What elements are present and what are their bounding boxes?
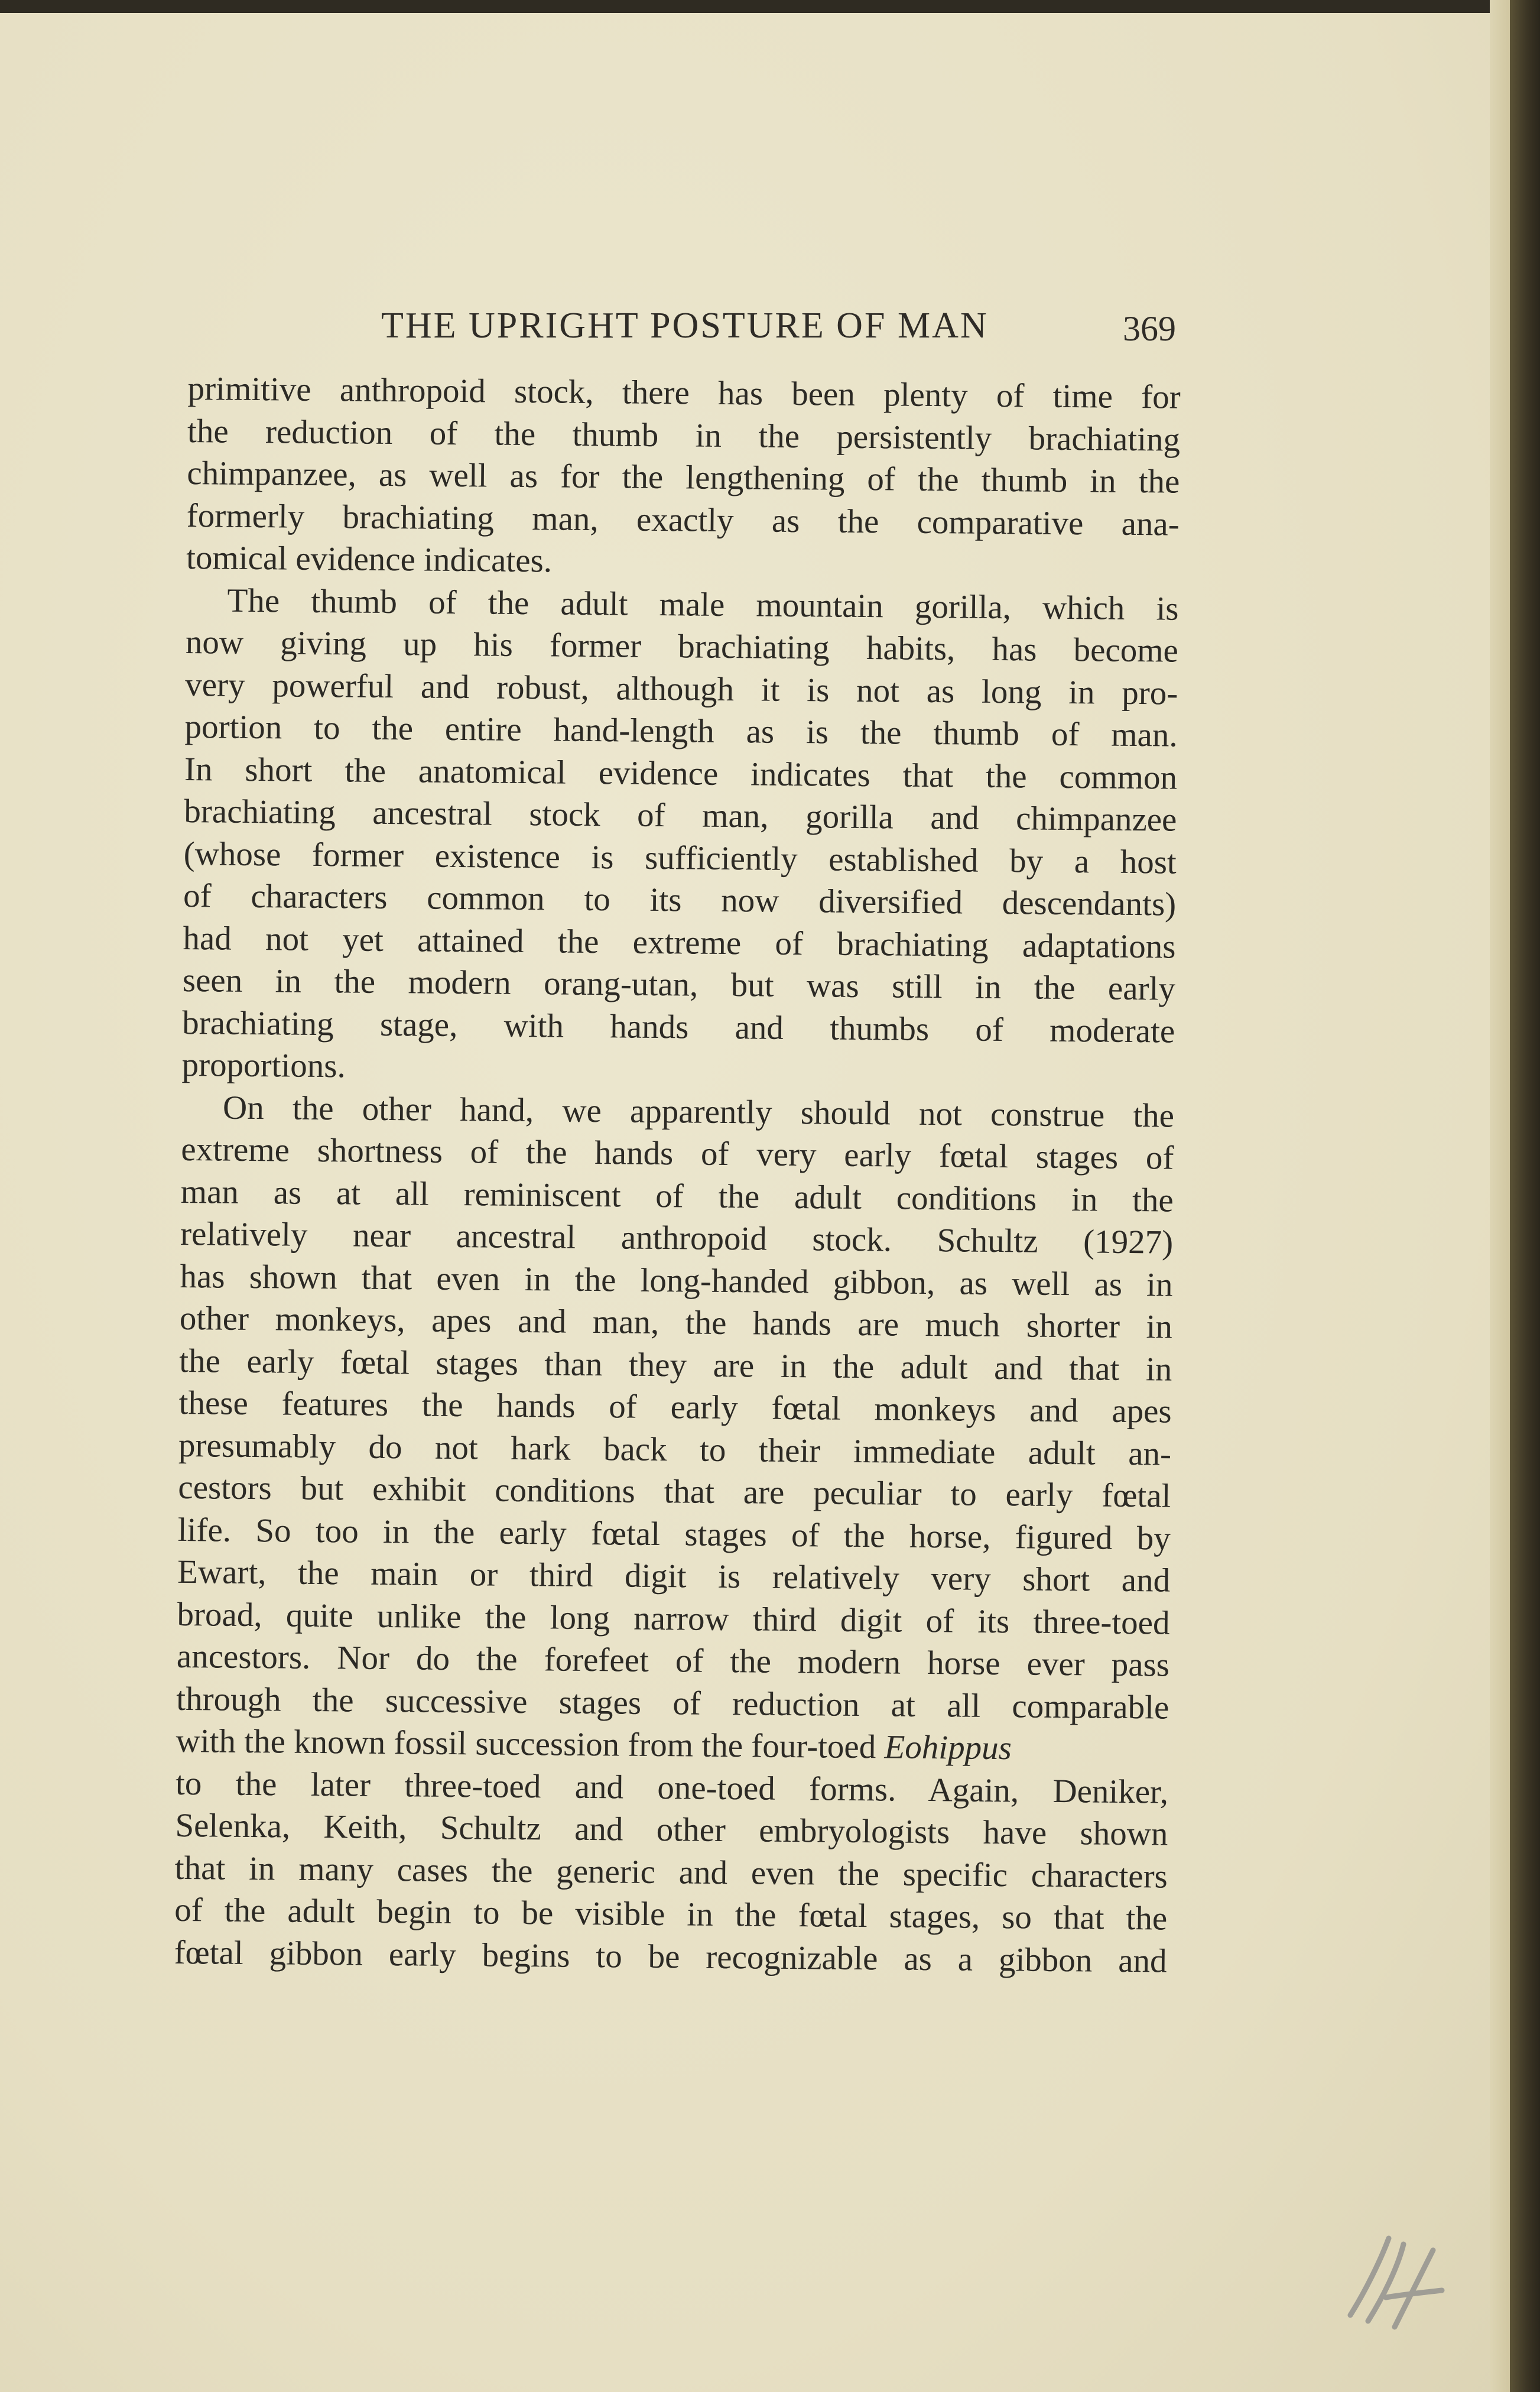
text-line: seen in the modern orang-utan, but was still in the early	[182, 961, 1176, 1008]
text-line: brachiating ancestral stock of man, gorilla and chimpanzee	[184, 792, 1177, 839]
text-line: The thumb of the adult male mountain gorilla, which is	[227, 582, 1179, 628]
text-line: fœtal gibbon early begins to be recognizable as a gibbon and	[174, 1933, 1167, 1980]
text-line: to the later three-toed and one-toed forms. Again, Deniker,	[175, 1764, 1169, 1811]
text-line: of characters common to its now diversified descendants)	[183, 877, 1177, 923]
text-line: tomical evidence indicates.	[186, 538, 553, 580]
book-binding	[1510, 0, 1540, 2392]
text-line: of the adult begin to be visible in the fœtal stages, so that the	[174, 1891, 1168, 1937]
text-line: very powerful and robust, although it is not as long in pro-	[185, 666, 1178, 712]
text-line: Selenka, Keith, Schultz and other embryologists have shown	[175, 1806, 1168, 1853]
text-line: (whose former existence is sufficiently established by a host	[183, 835, 1177, 881]
text-line-segment: with the known fossil succession from the four-toed	[176, 1722, 885, 1766]
text-line: man as at all reminiscent of the adult conditions in the	[180, 1173, 1174, 1219]
text-line: broad, quite unlike the long narrow third digit of its three-toed	[177, 1595, 1170, 1642]
handwritten-mark	[1333, 2227, 1457, 2345]
body-text	[174, 368, 1181, 1982]
text-line: presumably do not hark back to their immediate adult an-	[178, 1426, 1172, 1473]
text-line: cestors but exhibit conditions that are peculiar to early fœtal	[178, 1468, 1171, 1515]
text-line: On the other hand, we apparently should not construe the	[222, 1089, 1175, 1135]
text-line: that in many cases the generic and even the specific characters	[174, 1849, 1168, 1896]
text-line: life. So too in the early fœtal stages of the horse, figured by	[177, 1511, 1171, 1557]
text-line: formerly brachiating man, exactly as the comparative ana-	[186, 496, 1180, 543]
text-line: In short the anatomical evidence indicates that the common	[184, 750, 1178, 797]
text-line: relatively near ancestral anthropoid stock. Schultz (1927)	[180, 1215, 1174, 1261]
text-line: the early fœtal stages than they are in the adult and that in	[179, 1342, 1172, 1388]
page-header	[0, 294, 1510, 348]
text-line: proportions.	[181, 1046, 346, 1085]
text-line: the reduction of the thumb in the persistently brachiating	[187, 412, 1181, 459]
text-line: now giving up his former brachiating habits, has become	[185, 623, 1179, 670]
paper-sheet	[0, 13, 1510, 2392]
text-line: other monkeys, apes and man, the hands are much shorter in	[179, 1299, 1173, 1346]
text-line: Ewart, the main or third digit is relatively very short and	[177, 1553, 1171, 1599]
running-head: THE UPRIGHT POSTURE OF MAN	[381, 306, 989, 346]
text-line: has shown that even in the long-handed gibbon, as well as in	[180, 1257, 1173, 1304]
text-line: portion to the entire hand-length as is the thumb of man.	[184, 707, 1178, 754]
text-line: primitive anthropoid stock, there has been plenty of time for	[187, 369, 1181, 416]
page-number: 369	[1123, 309, 1176, 348]
italic-genus-name: Eohippus	[884, 1728, 1012, 1767]
text-line: had not yet attained the extreme of brachiating adaptations	[183, 919, 1176, 966]
text-line: through the successive stages of reduction at all comparable	[176, 1680, 1169, 1726]
text-line: chimpanzee, as well as for the lengthening of the thumb in the	[187, 454, 1180, 501]
text-line: these features the hands of early fœtal monkeys and apes	[178, 1384, 1172, 1430]
text-line: brachiating stage, with hands and thumbs of moderate	[182, 1004, 1175, 1050]
text-line: ancestors. Nor do the forefeet of the modern horse ever pass	[176, 1637, 1170, 1684]
text-line: extreme shortness of the hands of very early fœtal stages of	[181, 1130, 1174, 1177]
